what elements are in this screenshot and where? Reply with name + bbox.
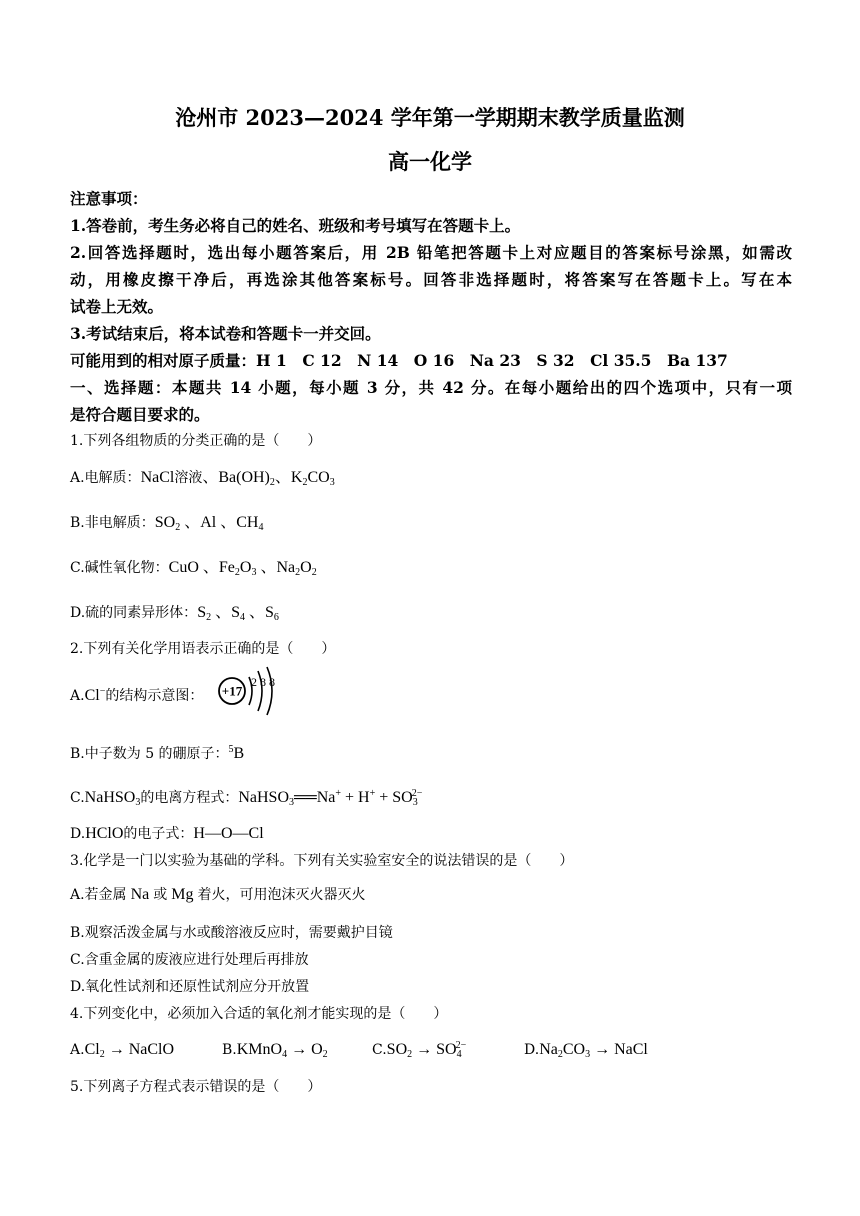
- q1-option-b-formula: $SO_2$ 、Al 、$CH_4$: [154, 514, 264, 533]
- q3-option-a-pre: A.若金属: [70, 887, 127, 903]
- q2-option-d-electron-formula: H—O—Cl: [193, 825, 264, 842]
- q3-option-d: D.氧化性试剂和还原性试剂应分开放置: [70, 979, 310, 995]
- q1-stem: 1.下列各组物质的分类正确的是（ ）: [70, 433, 322, 449]
- q2-option-d-text: 的电子式：: [123, 826, 194, 842]
- notice-item-3: 3.考试结束后，将本试卷和答题卡一并交回。: [70, 324, 381, 343]
- notice-item-1: 1.答卷前，考生务必将自己的姓名、班级和考号填写在答题卡上。: [70, 216, 521, 235]
- q1-option-a-formula: NaCl溶液、$Ba(OH)_2$、$K_2CO_3$: [140, 469, 335, 488]
- q4-option-c: [372, 1041, 524, 1059]
- shell-1-electrons: 2: [251, 675, 257, 689]
- notice-item-2-line-1: 2.回答选择题时，选出每小题答案后，用 2B 铅笔把答题卡上对应题目的答案标号涂黑，如需改: [70, 243, 792, 262]
- shell-2-electrons: 8: [260, 675, 266, 689]
- q2-option-c-equation: NaHSO$_3$══Na+ + $H^+ + SO_3^{2-}$: [238, 788, 423, 808]
- q1-option-c-label: C.碱性氧化物：: [70, 560, 169, 576]
- q2-option-b-formula: $^5$B: [228, 744, 245, 762]
- q2-stem: 2.下列有关化学用语表示正确的是（ ）: [70, 641, 336, 657]
- exam-subject: 高一化学: [388, 149, 472, 174]
- q4-option-a-label: A.: [70, 1042, 85, 1058]
- q3-option-a-post: 着火，可用泡沫灭火器灭火: [197, 887, 366, 903]
- q4-option-a-formula: $Cl_2$ → NaClO: [84, 1041, 175, 1060]
- notice-item-2-line-3: 试卷上无效。: [70, 297, 164, 316]
- q1-option-c-formula: CuO 、$Fe_2O_3$ 、$Na_2O_2$: [168, 559, 317, 578]
- q2-option-a-label: A.: [70, 688, 85, 704]
- q4-option-a: [70, 1041, 222, 1059]
- q2-option-c-text: 的电离方程式：: [140, 790, 239, 806]
- q2-option-a-text: 的结构示意图：: [105, 688, 204, 704]
- notice-item-2-line-2: 动，用橡皮擦干净后，再选涂其他答案标号。回答非选择题时，将答案写在答题卡上。写在本: [70, 270, 792, 289]
- q3-option-a-na: Na: [126, 886, 154, 903]
- q2-option-a-formula: Cl−: [84, 686, 106, 704]
- q1-option-c: [70, 559, 317, 577]
- q2-option-c-formula: NaHSO$_3$: [84, 789, 141, 808]
- q1-option-a: [70, 469, 335, 487]
- chloride-ion-structure-diagram: [213, 661, 283, 721]
- q2-option-d-formula: HClO: [85, 825, 124, 842]
- q3-option-c: C.含重金属的废液应进行处理后再排放: [70, 952, 309, 968]
- q4-option-d-formula: $Na_2CO_3$ → NaCl: [539, 1041, 648, 1060]
- q4-option-d: [524, 1041, 648, 1059]
- q4-options: [70, 1041, 648, 1059]
- q3-option-b: B.观察活泼金属与水或酸溶液反应时，需要戴护目镜: [70, 925, 393, 941]
- q2-option-b-text: B.中子数为 5 的硼原子：: [70, 746, 229, 762]
- q4-stem: 4.下列变化中，必须加入合适的氧化剂才能实现的是（ ）: [70, 1006, 448, 1022]
- q2-option-b: [70, 745, 244, 763]
- q3-option-a-mid: 或: [153, 887, 168, 903]
- q4-option-c-label: C.: [372, 1042, 387, 1058]
- q5-stem: 5.下列离子方程式表示错误的是（ ）: [70, 1079, 322, 1095]
- q3-stem: 3.化学是一门以实验为基础的学科。下列有关实验室安全的说法错误的是（ ）: [70, 853, 574, 869]
- q1-option-d: [70, 604, 279, 622]
- q1-option-b: [70, 514, 263, 532]
- q3-option-a: [70, 886, 365, 904]
- section-1-line-2: 是符合题目要求的。: [70, 405, 210, 424]
- nucleus-charge: +17: [221, 683, 243, 699]
- q1-option-d-formula: $S_2$ 、$S_4$ 、$S_6$: [197, 604, 279, 623]
- q2-option-d: [70, 825, 264, 843]
- q4-option-b-formula: KMnO$_4$ → $O_2$: [236, 1041, 328, 1060]
- q2-option-c-label: C.: [70, 790, 85, 806]
- q2-option-d-label: D.: [70, 826, 86, 842]
- q1-option-a-label: A.电解质：: [70, 470, 141, 486]
- q1-option-d-label: D.硫的同素异形体：: [70, 605, 198, 621]
- q4-option-b-label: B.: [222, 1042, 237, 1058]
- q1-option-b-label: B.非电解质：: [70, 515, 155, 531]
- q4-option-d-label: D.: [524, 1042, 540, 1058]
- notice-heading: 注意事项：: [70, 189, 148, 208]
- q4-option-b: [222, 1041, 372, 1059]
- q2-option-a: [70, 687, 203, 705]
- q2-option-c: [70, 789, 422, 807]
- section-1-line-1: 一、选择题：本题共 14 小题，每小题 3 分，共 42 分。在每小题给出的四个选项中，只有一项: [70, 378, 792, 397]
- exam-title: 沧州市 2023—2024 学年第一学期期末教学质量监测: [175, 105, 685, 130]
- q4-option-c-formula: $SO_2 \to SO_4^{2-}$: [386, 1040, 467, 1060]
- shell-3-electrons: 8: [269, 675, 275, 689]
- q3-option-a-mg: Mg: [167, 886, 198, 903]
- atomic-masses: 可能用到的相对原子质量：H 1 C 12 N 14 O 16 Na 23 S 32 Cl 35.5 Ba 137: [70, 351, 728, 370]
